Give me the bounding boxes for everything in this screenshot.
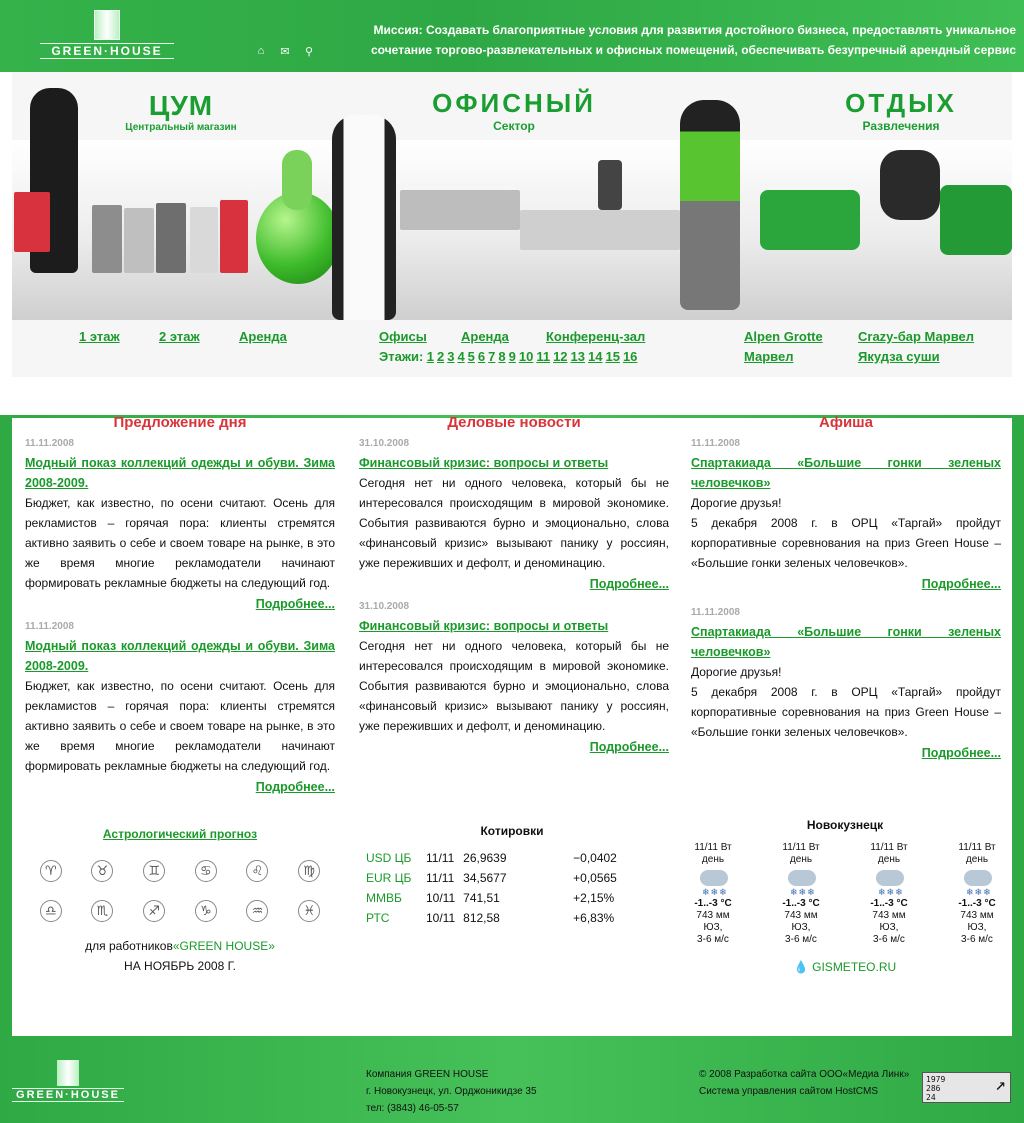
top-icons	[254, 44, 316, 58]
quote-change: +2,15%	[573, 891, 615, 905]
company-link[interactable]: Компания GREEN HOUSE	[366, 1069, 489, 1080]
weather-pressure: 743 мм	[696, 910, 730, 921]
quote-name-link[interactable]: ММВБ	[366, 891, 402, 905]
astro-note-prefix: для работников	[85, 939, 173, 953]
quote-date: 11/11	[426, 871, 455, 885]
weather-date: 11/11 Вт	[870, 842, 908, 853]
cms-prefix: Система управления сайтом	[699, 1086, 833, 1097]
item-date: 31.10.2008	[359, 601, 410, 612]
quote-name-link[interactable]: EUR ЦБ	[366, 871, 412, 885]
weather-speed: 3-6 м/с	[785, 934, 817, 945]
weather-wind: ЮЗ,	[703, 922, 723, 933]
scorpio-icon[interactable]: ♏	[91, 900, 113, 922]
weather-temp: -1..-3 °C	[694, 898, 732, 909]
weather-date: 11/11 Вт	[782, 842, 820, 853]
rest-brand[interactable]	[826, 88, 976, 133]
item-headline-link[interactable]: Модный показ коллекций одежды и обуви. Зима 2008-2009.	[25, 639, 335, 673]
weather-day	[768, 842, 834, 946]
gismeteo-row	[680, 960, 1010, 974]
floor-link[interactable]: 10	[518, 349, 534, 364]
floor-link[interactable]: 5	[467, 349, 475, 364]
more-link[interactable]: Подробнее...	[921, 577, 1001, 591]
aries-icon[interactable]: ♈	[40, 860, 62, 882]
floor-link[interactable]: 6	[477, 349, 486, 364]
mission-text: Миссия: Создавать благоприятные условия для развития достойного бизнеса, предоставлять уникальное сочетание торгово-развлекательных и офисных помещений, обеспечивать безупречный арендный сервис	[371, 23, 1016, 57]
weather-wind: ЮЗ,	[879, 922, 899, 933]
tsum-floor-2-link[interactable]: 2 этаж	[159, 329, 200, 344]
shopping-bag	[124, 208, 154, 273]
weather-block	[680, 818, 1010, 974]
libra-icon[interactable]: ♎	[40, 900, 62, 922]
item-date: 31.10.2008	[359, 438, 410, 449]
floor-link[interactable]: 12	[553, 349, 568, 364]
weather-days	[680, 842, 1010, 946]
sagittarius-icon[interactable]: ♐	[143, 900, 165, 922]
office-brand[interactable]	[410, 88, 618, 133]
quote-value: 26,9639	[463, 851, 507, 865]
weather-speed: 3-6 м/с	[961, 934, 993, 945]
weather-day	[856, 842, 922, 946]
table-row	[362, 908, 621, 928]
dev-link[interactable]: «Медиа Линк»	[842, 1069, 910, 1080]
item-body: Дорогие друзья!	[691, 496, 782, 510]
marvel-link[interactable]: Марвел	[744, 349, 794, 364]
company-phone: тел: (3843) 46-05-57	[366, 1103, 459, 1114]
office-rent-link[interactable]: Аренда	[461, 329, 509, 344]
counter-line: 1979	[926, 1075, 946, 1084]
pisces-icon[interactable]: ♓	[298, 900, 320, 922]
building-icon	[94, 10, 120, 40]
weather-part: день	[877, 854, 901, 865]
office-title: ОФИСНЫЙ	[432, 88, 596, 118]
counter-line: 286	[926, 1084, 941, 1093]
weather-temp: -1..-3 °C	[870, 898, 908, 909]
shopping-bag	[92, 205, 122, 273]
cancer-icon[interactable]: ♋	[195, 860, 217, 882]
conference-hall-link[interactable]: Конференц-зал	[546, 329, 646, 344]
snow-cloud-icon: ❄❄❄	[784, 868, 818, 896]
aquarius-icon[interactable]: ♒	[246, 900, 268, 922]
more-link[interactable]: Подробнее...	[255, 597, 335, 611]
office-subtitle: Сектор	[493, 119, 535, 133]
weather-pressure: 743 мм	[872, 910, 906, 921]
search-icon[interactable]: ⚲	[304, 45, 314, 58]
floor-link[interactable]: 14	[588, 349, 603, 364]
item-date: 11.11.2008	[25, 438, 74, 449]
news-item	[359, 601, 669, 756]
more-link[interactable]: Подробнее...	[255, 780, 335, 794]
weather-city: Новокузнецк	[806, 818, 884, 832]
weather-part: день	[965, 854, 989, 865]
quote-value: 34,5677	[463, 871, 507, 885]
zodiac-grid	[25, 860, 335, 922]
weather-speed: 3-6 м/с	[697, 934, 729, 945]
offices-link[interactable]: Офисы	[379, 329, 427, 344]
more-link[interactable]: Подробнее...	[589, 740, 669, 754]
building-icon	[57, 1060, 79, 1086]
crazy-bar-link[interactable]: Crazy-бар Марвел	[858, 329, 975, 344]
item-body: Сегодня нет ни одного человека, который бы не интересовался происходящим в мировой экономике. События развиваются бурно и эмоционально, слова «финансовый кризис» вызывают панику у россиян, уже переживших и дефолт, и деноминацию.	[359, 639, 669, 733]
floor-link[interactable]: 15	[605, 349, 620, 364]
taurus-icon[interactable]: ♉	[91, 860, 113, 882]
floor-link[interactable]: 4	[457, 349, 465, 364]
woman-relax-figure	[680, 100, 740, 310]
weather-day	[680, 842, 746, 946]
quote-change: +0,0565	[573, 871, 617, 885]
item-body: Бюджет, как известно, по осени считают. Осень для рекламистов – горячая пора: клиенты стремятся активно заявить о себе и своем товаре на рынке, в это же время многие рекламодатели начинают формировать рекламные бюджеты на следующий год.	[25, 679, 335, 773]
people-group-figure	[880, 150, 940, 220]
shopping-bag	[190, 207, 218, 273]
table-row	[362, 888, 621, 908]
weather-speed: 3-6 м/с	[873, 934, 905, 945]
weather-wind: ЮЗ,	[967, 922, 987, 933]
astro-note-brand: «GREEN HOUSE»	[172, 939, 275, 953]
mail-icon[interactable]: ✉	[280, 45, 290, 58]
shopping-bag	[156, 203, 186, 273]
item-body: 5 декабря 2008 г. в ОРЦ «Таргай» пройдут корпоративные соревнования на приз Green House – «Большие гонки зеленых человечков».	[691, 516, 1001, 570]
floor-link[interactable]: 9	[508, 349, 516, 364]
water-drop-icon: 💧	[793, 960, 809, 974]
astro-note	[25, 936, 335, 976]
counter-line: 24	[926, 1093, 936, 1102]
footer-contacts	[366, 1066, 537, 1117]
alpen-grotte-link[interactable]: Alpen Grotte	[744, 329, 823, 344]
home-icon[interactable]: ⌂	[257, 45, 265, 57]
floors-nav	[379, 349, 640, 364]
item-headline-link[interactable]: Финансовый кризис: вопросы и ответы	[359, 456, 609, 470]
weather-pressure: 743 мм	[960, 910, 994, 921]
company-address: г. Новокузнецк, ул. Орджоникидзе 35	[366, 1086, 537, 1097]
child-figure	[282, 150, 312, 210]
shopping-bag	[14, 192, 50, 252]
gemini-icon[interactable]: ♊	[143, 860, 165, 882]
green-sofa	[760, 190, 860, 250]
weather-pressure: 743 мм	[784, 910, 818, 921]
quote-name-link[interactable]: USD ЦБ	[366, 851, 412, 865]
floor-link[interactable]: 13	[570, 349, 585, 364]
tsum-brand[interactable]	[122, 90, 240, 133]
quote-change: +6,83%	[573, 911, 615, 925]
item-headline-link[interactable]: Модный показ коллекций одежды и обуви. Зима 2008-2009.	[25, 456, 335, 490]
news-column	[359, 414, 669, 756]
snow-cloud-icon: ❄❄❄	[960, 868, 994, 896]
tsum-floor-1-link[interactable]: 1 этаж	[79, 329, 120, 344]
news-item	[359, 438, 669, 593]
rest-subtitle: Развлечения	[862, 119, 940, 133]
quotes-block	[362, 824, 662, 928]
offer-title: Предложение дня	[113, 414, 247, 431]
afisha-column	[691, 414, 1001, 762]
floor-link[interactable]: 1	[426, 349, 434, 364]
item-body: Бюджет, как известно, по осени считают. Осень для рекламистов – горячая пора: клиенты стремятся активно заявить о себе и своем товаре на рынке, в это же время многие рекламодатели начинают формировать рекламные бюджеты на следующий год.	[25, 496, 335, 590]
quotes-table	[362, 848, 621, 928]
capricorn-icon[interactable]: ♑	[195, 900, 217, 922]
snow-cloud-icon: ❄❄❄	[872, 868, 906, 896]
floor-link[interactable]: 11	[536, 349, 551, 364]
quote-value: 741,51	[463, 891, 500, 905]
snow-cloud-icon: ❄❄❄	[696, 868, 730, 896]
floor-link[interactable]: 2	[436, 349, 445, 364]
tsum-rent-link[interactable]: Аренда	[239, 329, 287, 344]
floor-link[interactable]: 7	[488, 349, 496, 364]
item-body: Сегодня нет ни одного человека, который бы не интересовался происходящим в мировой экономике. События развиваются бурно и эмоционально, слова «финансовый кризис» вызывают панику у россиян, уже переживших и дефолт, и деноминацию.	[359, 476, 669, 570]
quote-change: −0,0402	[573, 851, 617, 865]
floor-link[interactable]: 16	[622, 349, 638, 364]
afisha-item	[691, 607, 1001, 762]
weather-temp: -1..-3 °C	[958, 898, 996, 909]
offer-column	[25, 414, 335, 796]
visit-counter[interactable]	[922, 1072, 1011, 1103]
floors-label: Этажи:	[379, 349, 424, 364]
quote-date: 11/11	[426, 851, 455, 865]
office-desk	[400, 190, 520, 230]
businessman-figure	[332, 115, 396, 320]
quote-value: 812,58	[463, 911, 500, 925]
office-chair	[598, 160, 622, 210]
weather-temp: -1..-3 °C	[782, 898, 820, 909]
offer-item	[25, 621, 335, 796]
afisha-title: Афиша	[818, 414, 874, 431]
floor-link[interactable]: 3	[447, 349, 455, 364]
item-date: 11.11.2008	[691, 607, 740, 618]
green-sofa	[940, 185, 1012, 255]
gismeteo-link[interactable]: GISMETEO.RU	[812, 960, 897, 974]
astro-title-link[interactable]: Астрологический прогноз	[102, 827, 258, 841]
weather-part: день	[701, 854, 725, 865]
afisha-item	[691, 438, 1001, 593]
yakuza-sushi-link[interactable]: Якудза суши	[858, 349, 940, 364]
quote-name-link[interactable]: РТС	[366, 911, 390, 925]
weather-date: 11/11 Вт	[694, 842, 732, 853]
footer-logo-text: GREEN·HOUSE	[12, 1088, 124, 1102]
footer-logo[interactable]	[12, 1060, 124, 1102]
tsum-subtitle: Центральный магазин	[125, 122, 237, 133]
quote-date: 10/11	[426, 911, 456, 925]
offer-item	[25, 438, 335, 613]
news-title: Деловые новости	[447, 414, 581, 431]
astro-note-month: НА НОЯБРЬ 2008 Г.	[124, 959, 236, 973]
item-headline-link[interactable]: Финансовый кризис: вопросы и ответы	[359, 619, 609, 633]
cms-link[interactable]: HostCMS	[835, 1086, 879, 1097]
dev-prefix: © 2008 Разработка сайта ООО	[699, 1069, 843, 1080]
leo-icon[interactable]: ♌	[246, 860, 268, 882]
weather-date: 11/11 Вт	[958, 842, 996, 853]
tsum-title: ЦУМ	[148, 90, 214, 121]
item-body: 5 декабря 2008 г. в ОРЦ «Таргай» пройдут корпоративные соревнования на приз Green House – «Большие гонки зеленых человечков».	[691, 685, 1001, 739]
arrow-icon: ↗	[995, 1074, 1006, 1095]
astro-block	[25, 824, 335, 976]
more-link[interactable]: Подробнее...	[921, 746, 1001, 760]
item-date: 11.11.2008	[25, 621, 74, 632]
floor-link[interactable]: 8	[498, 349, 506, 364]
more-link[interactable]: Подробнее...	[589, 577, 669, 591]
quote-date: 10/11	[426, 891, 456, 905]
item-body: Дорогие друзья!	[691, 665, 782, 679]
item-date: 11.11.2008	[691, 438, 740, 449]
table-row	[362, 848, 621, 868]
weather-day	[944, 842, 1010, 946]
table-row	[362, 868, 621, 888]
site-logo[interactable]	[40, 10, 174, 62]
logo-text: GREEN·HOUSE	[40, 43, 174, 59]
item-headline-link[interactable]: Спартакиада «Большие гонки зеленых человечков»	[691, 456, 1001, 490]
virgo-icon[interactable]: ♍	[298, 860, 320, 882]
office-desk	[520, 210, 680, 250]
footer-credits	[699, 1066, 909, 1100]
rest-title: ОТДЫХ	[845, 88, 957, 118]
shopping-bag	[220, 200, 248, 273]
weather-part: день	[789, 854, 813, 865]
weather-wind: ЮЗ,	[791, 922, 811, 933]
item-headline-link[interactable]: Спартакиада «Большие гонки зеленых человечков»	[691, 625, 1001, 659]
quotes-title: Котировки	[480, 824, 544, 838]
